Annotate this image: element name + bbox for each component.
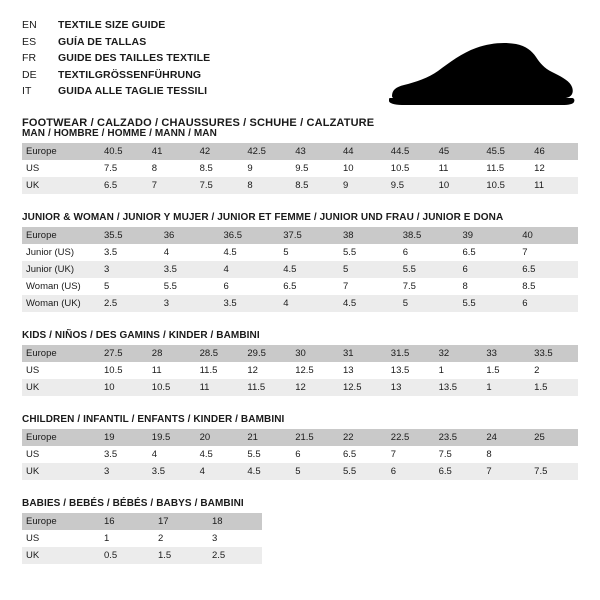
cell: 5.5 [399, 261, 459, 278]
cell: 7.5 [530, 463, 578, 480]
cell: 6 [399, 244, 459, 261]
language-row [22, 84, 210, 101]
cell: 38.5 [399, 227, 459, 244]
cell: 8 [459, 278, 519, 295]
cell: 3.5 [100, 244, 160, 261]
cell: 2.5 [208, 547, 262, 564]
size-table-kids [22, 345, 578, 396]
cell: 13.5 [435, 379, 483, 396]
cell: 29.5 [243, 345, 291, 362]
cell: 5 [399, 295, 459, 312]
cell: 28 [148, 345, 196, 362]
row-label: Europe [22, 143, 100, 160]
cell: 31 [339, 345, 387, 362]
row-label: UK [22, 379, 100, 396]
section-kids [22, 330, 578, 396]
section-title: BABIES / BEBÉS / BÉBÉS / BABYS / BAMBINI [22, 498, 244, 509]
row-label: Europe [22, 227, 100, 244]
cell: 46 [530, 143, 578, 160]
cell: 10 [435, 177, 483, 194]
cell: 13 [387, 379, 435, 396]
cell: 3 [100, 463, 148, 480]
cell: 44 [339, 143, 387, 160]
cell: 7.5 [435, 446, 483, 463]
cell: 35.5 [100, 227, 160, 244]
cell: 19.5 [148, 429, 196, 446]
cell: 10.5 [100, 362, 148, 379]
cell: 5 [339, 261, 399, 278]
language-code: FR [22, 52, 37, 64]
row-label: US [22, 160, 100, 177]
cell: 22 [339, 429, 387, 446]
cell: 45.5 [482, 143, 530, 160]
cell: 24 [482, 429, 530, 446]
table-row [22, 244, 578, 261]
cell: 4.5 [339, 295, 399, 312]
row-label: UK [22, 547, 100, 564]
cell: 39 [459, 227, 519, 244]
cell: 43 [291, 143, 339, 160]
cell: 8.5 [518, 278, 578, 295]
cell: 7 [387, 446, 435, 463]
cell: 3 [100, 261, 160, 278]
cell: 0.5 [100, 547, 154, 564]
cell: 42 [196, 143, 244, 160]
table-row [22, 463, 578, 480]
cell: 4.5 [220, 244, 280, 261]
row-label: US [22, 362, 100, 379]
cell: 4 [220, 261, 280, 278]
cell: 6 [291, 446, 339, 463]
cell: 36 [160, 227, 220, 244]
cell: 3 [160, 295, 220, 312]
cell: 31.5 [387, 345, 435, 362]
cell: 4 [160, 244, 220, 261]
table-row [22, 345, 578, 362]
cell: 11 [435, 160, 483, 177]
cell: 6.5 [518, 261, 578, 278]
size-table-babies [22, 513, 262, 564]
cell: 1.5 [154, 547, 208, 564]
cell: 5 [291, 463, 339, 480]
cell: 2 [154, 530, 208, 547]
cell: 36.5 [220, 227, 280, 244]
cell: 42.5 [243, 143, 291, 160]
cell: 33.5 [530, 345, 578, 362]
cell: 41 [148, 143, 196, 160]
cell: 21.5 [291, 429, 339, 446]
row-label: US [22, 530, 100, 547]
cell: 20 [196, 429, 244, 446]
cell: 1.5 [482, 362, 530, 379]
cell: 38 [339, 227, 399, 244]
cell: 3.5 [148, 463, 196, 480]
table-row [22, 530, 262, 547]
table-row [22, 547, 262, 564]
table-row [22, 227, 578, 244]
cell: 8 [482, 446, 530, 463]
row-label: Junior (US) [22, 244, 100, 261]
cell: 40 [518, 227, 578, 244]
language-code: IT [22, 85, 32, 97]
cell: 9.5 [291, 160, 339, 177]
size-table-junior-woman [22, 227, 578, 312]
cell: 4 [279, 295, 339, 312]
cell: 22.5 [387, 429, 435, 446]
table-row [22, 446, 578, 463]
cell: 21 [243, 429, 291, 446]
cell: 4.5 [196, 446, 244, 463]
cell: 9 [339, 177, 387, 194]
cell: 5.5 [339, 463, 387, 480]
cell: 3.5 [100, 446, 148, 463]
table-row [22, 513, 262, 530]
row-label: UK [22, 177, 100, 194]
cell: 5.5 [459, 295, 519, 312]
cell: 10 [100, 379, 148, 396]
cell: 4.5 [243, 463, 291, 480]
language-title: TEXTILE SIZE GUIDE [58, 19, 166, 31]
cell: 5 [100, 278, 160, 295]
cell: 6.5 [459, 244, 519, 261]
cell: 8.5 [291, 177, 339, 194]
cell: 12.5 [339, 379, 387, 396]
cell: 7.5 [100, 160, 148, 177]
size-table-children [22, 429, 578, 480]
table-row [22, 143, 578, 160]
section-children [22, 414, 578, 480]
cell: 11 [196, 379, 244, 396]
dress-shoe-icon [386, 40, 576, 112]
cell: 12 [530, 160, 578, 177]
cell: 13.5 [387, 362, 435, 379]
cell: 12 [291, 379, 339, 396]
cell: 18 [208, 513, 262, 530]
cell: 10.5 [148, 379, 196, 396]
cell: 45 [435, 143, 483, 160]
cell: 27.5 [100, 345, 148, 362]
cell: 6 [387, 463, 435, 480]
language-code: EN [22, 19, 37, 31]
section-junior-woman [22, 212, 578, 312]
language-title: GUIDA ALLE TAGLIE TESSILI [58, 85, 208, 97]
cell: 17 [154, 513, 208, 530]
section-babies [22, 498, 578, 564]
cell: 3.5 [160, 261, 220, 278]
language-title: GUIDE DES TAILLES TEXTILE [58, 52, 211, 64]
cell: 12.5 [291, 362, 339, 379]
cell: 11 [148, 362, 196, 379]
cell: 8 [243, 177, 291, 194]
cell: 9 [243, 160, 291, 177]
row-label: Europe [22, 345, 100, 362]
row-label: Europe [22, 429, 100, 446]
row-label: UK [22, 463, 100, 480]
cell: 8.5 [196, 160, 244, 177]
language-title: GUÍA DE TALLAS [58, 35, 147, 48]
row-label: Woman (UK) [22, 295, 100, 312]
row-label: Junior (UK) [22, 261, 100, 278]
section-title: JUNIOR & WOMAN / JUNIOR Y MUJER / JUNIOR ET FEMME / JUNIOR UND FRAU / JUNIOR E DONA [22, 212, 504, 223]
cell: 40.5 [100, 143, 148, 160]
table-row [22, 379, 578, 396]
cell: 4 [148, 446, 196, 463]
language-row [22, 18, 210, 35]
cell: 7.5 [196, 177, 244, 194]
cell: 3 [208, 530, 262, 547]
cell: 10 [339, 160, 387, 177]
row-label: Europe [22, 513, 100, 530]
cell: 2.5 [100, 295, 160, 312]
cell: 4 [196, 463, 244, 480]
cell: 7 [518, 244, 578, 261]
cell: 8 [148, 160, 196, 177]
table-row [22, 429, 578, 446]
table-row [22, 295, 578, 312]
cell: 10.5 [482, 177, 530, 194]
cell: 6.5 [100, 177, 148, 194]
table-row [22, 261, 578, 278]
cell: 11.5 [482, 160, 530, 177]
cell: 7 [482, 463, 530, 480]
table-row [22, 160, 578, 177]
cell [530, 446, 578, 463]
cell: 3.5 [220, 295, 280, 312]
cell: 30 [291, 345, 339, 362]
cell: 1.5 [530, 379, 578, 396]
cell: 7 [339, 278, 399, 295]
cell: 1 [100, 530, 154, 547]
cell: 25 [530, 429, 578, 446]
row-label: US [22, 446, 100, 463]
cell: 2 [530, 362, 578, 379]
cell: 6 [220, 278, 280, 295]
section-title: MAN / HOMBRE / HOMME / MANN / MAN [22, 128, 217, 139]
row-label: Woman (US) [22, 278, 100, 295]
header [22, 18, 578, 129]
language-row [22, 68, 210, 85]
cell: 33 [482, 345, 530, 362]
section-man [22, 128, 578, 194]
cell: 5 [279, 244, 339, 261]
cell: 11 [530, 177, 578, 194]
language-title-list [22, 18, 210, 101]
cell: 37.5 [279, 227, 339, 244]
cell: 6.5 [279, 278, 339, 295]
cell: 11.5 [243, 379, 291, 396]
table-row [22, 362, 578, 379]
footwear-heading: FOOTWEAR / CALZADO / CHAUSSURES / SCHUHE / CALZATURE [22, 116, 375, 129]
table-row [22, 177, 578, 194]
language-title: TEXTILGRÖSSENFÜHRUNG [58, 68, 202, 81]
cell: 7 [148, 177, 196, 194]
cell: 1 [482, 379, 530, 396]
cell: 32 [435, 345, 483, 362]
cell: 13 [339, 362, 387, 379]
cell: 9.5 [387, 177, 435, 194]
cell: 1 [435, 362, 483, 379]
section-title: KIDS / NIÑOS / DES GAMINS / KINDER / BAMBINI [22, 330, 260, 341]
cell: 23.5 [435, 429, 483, 446]
cell: 6 [459, 261, 519, 278]
cell: 5.5 [243, 446, 291, 463]
cell: 6.5 [435, 463, 483, 480]
language-row [22, 51, 210, 68]
cell: 11.5 [196, 362, 244, 379]
cell: 7.5 [399, 278, 459, 295]
language-row [22, 35, 210, 52]
size-table-man [22, 143, 578, 194]
section-title: CHILDREN / INFANTIL / ENFANTS / KINDER / BAMBINI [22, 414, 285, 425]
cell: 5.5 [339, 244, 399, 261]
cell: 6 [518, 295, 578, 312]
cell: 44.5 [387, 143, 435, 160]
table-row [22, 278, 578, 295]
cell: 19 [100, 429, 148, 446]
cell: 10.5 [387, 160, 435, 177]
cell: 4.5 [279, 261, 339, 278]
cell: 6.5 [339, 446, 387, 463]
cell: 16 [100, 513, 154, 530]
language-code: DE [22, 68, 37, 81]
cell: 28.5 [196, 345, 244, 362]
cell: 12 [243, 362, 291, 379]
language-code: ES [22, 35, 37, 48]
cell: 5.5 [160, 278, 220, 295]
